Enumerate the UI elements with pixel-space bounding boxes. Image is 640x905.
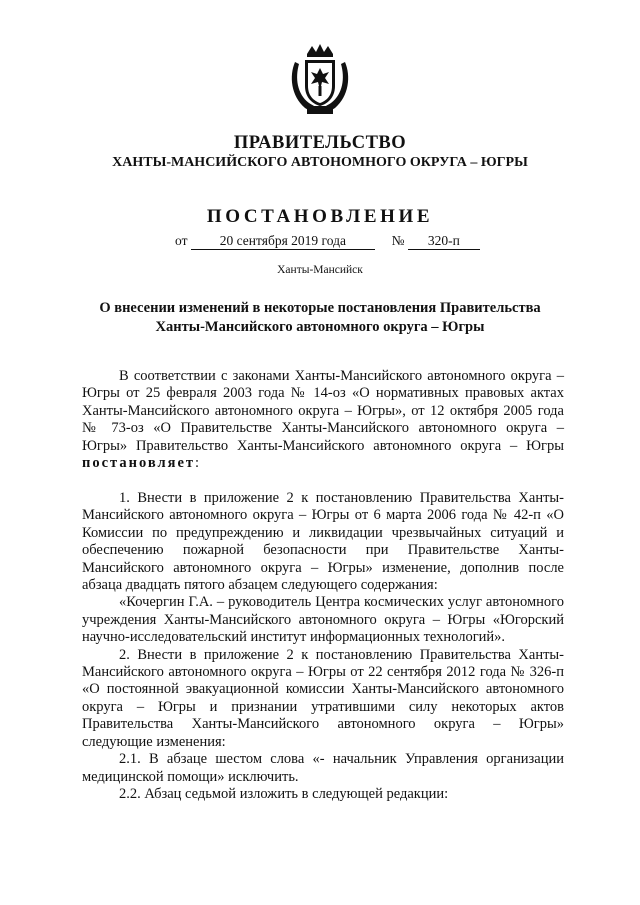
coat-of-arms-emblem [285,42,355,118]
resolves-word: постановляет [82,455,196,472]
decree-title: ПОСТАНОВЛЕНИЕ [206,206,434,227]
preamble-colon: : [195,455,200,472]
city: Ханты-Мансийск [277,264,363,276]
item-2-2: 2.2. Абзац седьмой изложить в следующей редакции: [119,785,449,802]
item-2-1: 2.1. В абзаце шестом слова «- начальник Управления организации медицинской помощи» исключить. [82,751,564,785]
item-2: 2. Внести в приложение 2 к постановлению Правительства Ханты-Мансийского автономного округа – Югры от 22 сентября 2012 года № 326-п «О постоянной эвакуационной комиссии Ханты-Мансийского автономного округа – Югры и признании утратившими силу некоторых актов Правительства Ханты-Мансийского автономного округа – Югры» следующие изменения: [82,646,564,750]
preamble [82,368,564,472]
emblem-icon [285,42,355,118]
decree-number: 320-п [408,233,480,250]
item-1: 1. Внести в приложение 2 к постановлению Правительства Ханты-Мансийского автономного округа – Югры от 6 марта 2006 года № 42-п «О Комиссии по предупреждению и ликвидации чрезвычайных ситуаций и обеспечению пожарной безопасности при Правительстве Ханты-Мансийского автономного округа – Югры» изменение, дополнив после абзаца двадцать пятого абзацем следующего содержания: [82,490,564,594]
date-prefix: от [175,233,188,248]
region-title: ХАНТЫ-МАНСИЙСКОГО АВТОНОМНОГО ОКРУГА – ЮГРЫ [112,155,528,170]
subject-line-2: Ханты-Мансийского автономного округа – Югры [155,319,485,335]
preamble-paragraph [82,368,564,472]
decree-subject [0,299,640,337]
decree-items [82,490,564,803]
item-1-insert: «Кочергин Г.А. – руководитель Центра космических услуг автономного учреждения Ханты-Мансийского автономного округа – Югры «Югорский научно-исследовательский институт информационных технологий». [82,594,564,646]
decree-date: 20 сентября 2019 года [191,233,375,250]
decree-date-row [175,233,480,250]
government-title: ПРАВИТЕЛЬСТВО [233,133,407,153]
preamble-text: В соответствии с законами Ханты-Мансийского автономного округа – Югры от 25 февраля 2003 года № 14-оз «О нормативных правовых актах Ханты-Мансийского автономного округа – Югры», от 12 октября 2005 года № 73-оз «О Правительстве Ханты-Мансийского автономного округа – Югры» Правительство Ханты-Мансийского автономного округа – Югры [82,368,564,454]
subject-line-1: О внесении изменений в некоторые постановления Правительства [99,300,541,316]
number-prefix: № [391,233,405,248]
